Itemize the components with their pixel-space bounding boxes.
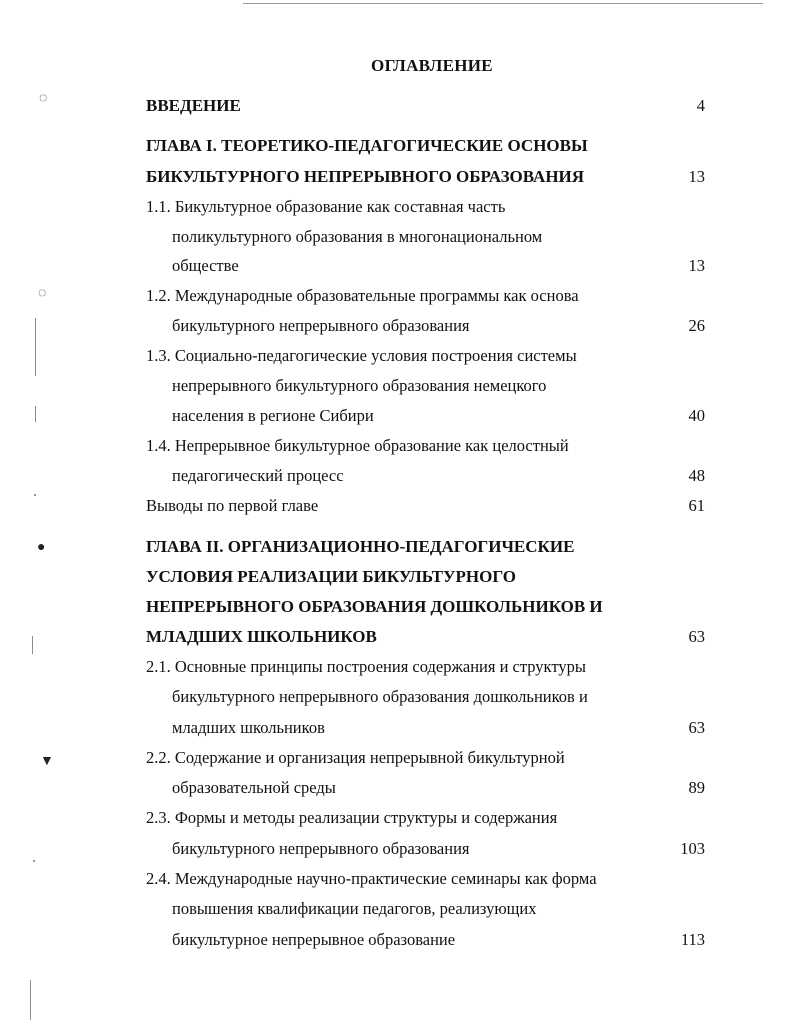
binding-hole-mark: ◌ (39, 91, 48, 106)
toc-entry-page-number: 4 (696, 96, 705, 115)
toc-entry-text: УСЛОВИЯ РЕАЛИЗАЦИИ БИКУЛЬТУРНОГО (146, 567, 516, 586)
toc-heading: ОГЛАВЛЕНИЕ (371, 56, 493, 75)
toc-entry-text: бикультурного непрерывного образования (172, 839, 470, 858)
binding-hole-mark: ◌ (38, 286, 47, 301)
toc-entry-text: 1.1. Бикультурное образование как составная часть (146, 197, 506, 216)
toc-entry-page-number: 63 (688, 627, 705, 646)
toc-entry-text: непрерывного бикультурного образования немецкого (172, 376, 547, 395)
binding-hole-mark: ▼ (40, 754, 54, 769)
toc-entry-text: 2.4. Международные научно-практические семинары как форма (146, 869, 597, 888)
margin-line (30, 980, 31, 1020)
margin-line (35, 318, 36, 376)
toc-entry-page-number: 13 (688, 167, 705, 186)
toc-entry-text: ГЛАВА II. ОРГАНИЗАЦИОННО-ПЕДАГОГИЧЕСКИЕ (146, 537, 575, 556)
toc-entry-text: бикультурного непрерывного образования дошкольников и (172, 687, 588, 706)
margin-line (32, 636, 33, 654)
toc-entry-text: поликультурного образования в многонациональном (172, 227, 543, 246)
toc-entry-text: МЛАДШИХ ШКОЛЬНИКОВ (146, 627, 377, 646)
margin-line (35, 406, 36, 422)
top-rule (243, 3, 763, 4)
toc-entry-page-number: 89 (688, 778, 705, 797)
toc-entry-text: населения в регионе Сибири (172, 406, 374, 425)
toc-entry-page-number: 61 (688, 496, 705, 515)
toc-entry-text: бикультурного непрерывного образования (172, 316, 470, 335)
toc-entry-text: образовательной среды (172, 778, 336, 797)
toc-entry-page-number: 26 (688, 316, 705, 335)
binding-hole-mark: ● (37, 540, 46, 555)
toc-entry-text: 2.3. Формы и методы реализации структуры и содержания (146, 808, 558, 827)
toc-entry-text: педагогический процесс (172, 466, 344, 485)
toc-entry-page-number: 103 (680, 839, 705, 858)
toc-entry-text: младших школьников (172, 718, 325, 737)
toc-entry-text: ГЛАВА I. ТЕОРЕТИКО-ПЕДАГОГИЧЕСКИЕ ОСНОВЫ (146, 136, 588, 155)
toc-entry-text: 1.4. Непрерывное бикультурное образование как целостный (146, 436, 569, 455)
toc-entry-page-number: 63 (688, 718, 705, 737)
toc-entry-text: 1.2. Международные образовательные программы как основа (146, 286, 579, 305)
toc-entry-text: повышения квалификации педагогов, реализующих (172, 899, 537, 918)
toc-entry-text: НЕПРЕРЫВНОГО ОБРАЗОВАНИЯ ДОШКОЛЬНИКОВ И (146, 597, 603, 616)
toc-entry-text: 1.3. Социально-педагогические условия построения системы (146, 346, 577, 365)
scan-speck (33, 860, 35, 862)
toc-entry-text: БИКУЛЬТУРНОГО НЕПРЕРЫВНОГО ОБРАЗОВАНИЯ (146, 167, 585, 186)
toc-entry-text: ВВЕДЕНИЕ (146, 96, 241, 115)
toc-entry-page-number: 113 (680, 930, 705, 949)
toc-entry-page-number: 40 (688, 406, 705, 425)
toc-entry-text: Выводы по первой главе (146, 496, 319, 515)
toc-entry-text: обществе (172, 256, 239, 275)
toc-entry-page-number: 13 (688, 256, 705, 275)
toc-entry-text: 2.2. Содержание и организация непрерывной бикультурной (146, 748, 565, 767)
toc-entry-page-number: 48 (688, 466, 705, 485)
toc-entry-text: бикультурное непрерывное образование (172, 930, 456, 949)
scan-speck (34, 494, 36, 496)
toc-entry-text: 2.1. Основные принципы построения содержания и структуры (146, 657, 586, 676)
